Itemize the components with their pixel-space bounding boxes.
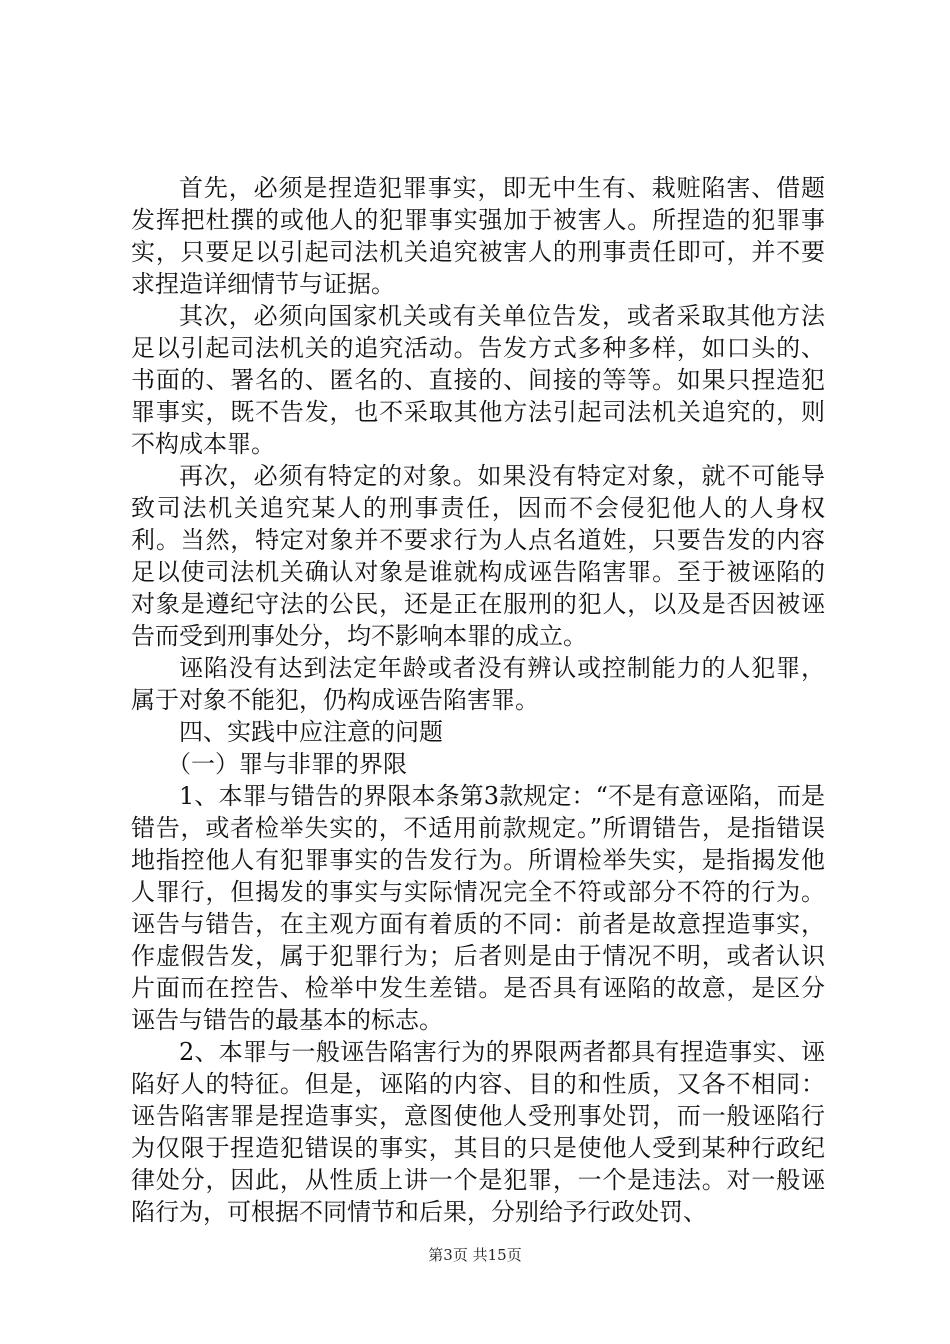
section-heading-practice-issues: 四、实践中应注意的问题 bbox=[179, 718, 443, 746]
paragraph-general-frame-up-boundary: 2、本罪与一般诬告陷害行为的界限两者都具有捏造事实、诬陷好人的特征。但是，诬陷的内容、目的和性质，又各不相同：诬告陷害罪是捏造事实，意图使他人受刑事处罚，而一般诬陷行为仅限于捏造犯错误的事实，其目的只是使他人受到某种行政纪律处分，因此，从性质上讲一个是犯罪，一个是违法。对一般诬陷行为，可根据不同情节和后果，分别给予行政处罚、 bbox=[131, 1038, 825, 1226]
paragraph-third-element: 再次，必须有特定的对象。如果没有特定对象，就不可能导致司法机关追究某人的刑事责任，因而不会侵犯他人的人身权利。当然，特定对象并不要求行为人点名道姓，只要告发的内容足以使司法机关确认对象是谁就构成诬告陷害罪。至于被诬陷的对象是遵纪守法的公民，还是正在服刑的犯人，以及是否因被诬告而受到刑事处分，均不影响本罪的成立。 bbox=[131, 462, 825, 650]
paragraph-first-element: 首先，必须是捏造犯罪事实，即无中生有、栽赃陷害、借题发挥把杜撰的或他人的犯罪事实强加于被害人。所捏造的犯罪事实，只要足以引起司法机关追究被害人的刑事责任即可，并不要求捏造详细情节与证据。 bbox=[131, 174, 825, 298]
document-body bbox=[131, 172, 825, 1228]
page-number-footer: 第3页 共15页 bbox=[428, 1246, 522, 1264]
paragraph-false-accusation-boundary: 1、本罪与错告的界限本条第3款规定：“不是有意诬陷，而是错告，或者检举失实的，不适用前款规定。”所谓错告，是指错误地指控他人有犯罪事实的告发行为。所谓检举失实，是指揭发他人罪行，但揭发的事实与实际情况完全不符或部分不符的行为。诬告与错告，在主观方面有着质的不同：前者是故意捏造事实，作虚假告发，属于犯罪行为；后者则是由于情况不明，或者认识片面而在控告、检举中发生差错。是否具有诬陷的故意，是区分诬告与错告的最基本的标志。 bbox=[131, 782, 825, 1034]
subsection-heading-crime-boundary: （一）罪与非罪的界限 bbox=[167, 750, 407, 778]
paragraph-second-element: 其次，必须向国家机关或有关单位告发，或者采取其他方法足以引起司法机关的追究活动。告发方式多种多样，如口头的、书面的、署名的、匿名的、直接的、间接的等等。如果只捏造犯罪事实，既不告发，也不采取其他方法引起司法机关追究的，则不构成本罪。 bbox=[131, 302, 825, 458]
paragraph-minor-victim: 诬陷没有达到法定年龄或者没有辨认或控制能力的人犯罪，属于对象不能犯，仍构成诬告陷害罪。 bbox=[131, 654, 825, 714]
